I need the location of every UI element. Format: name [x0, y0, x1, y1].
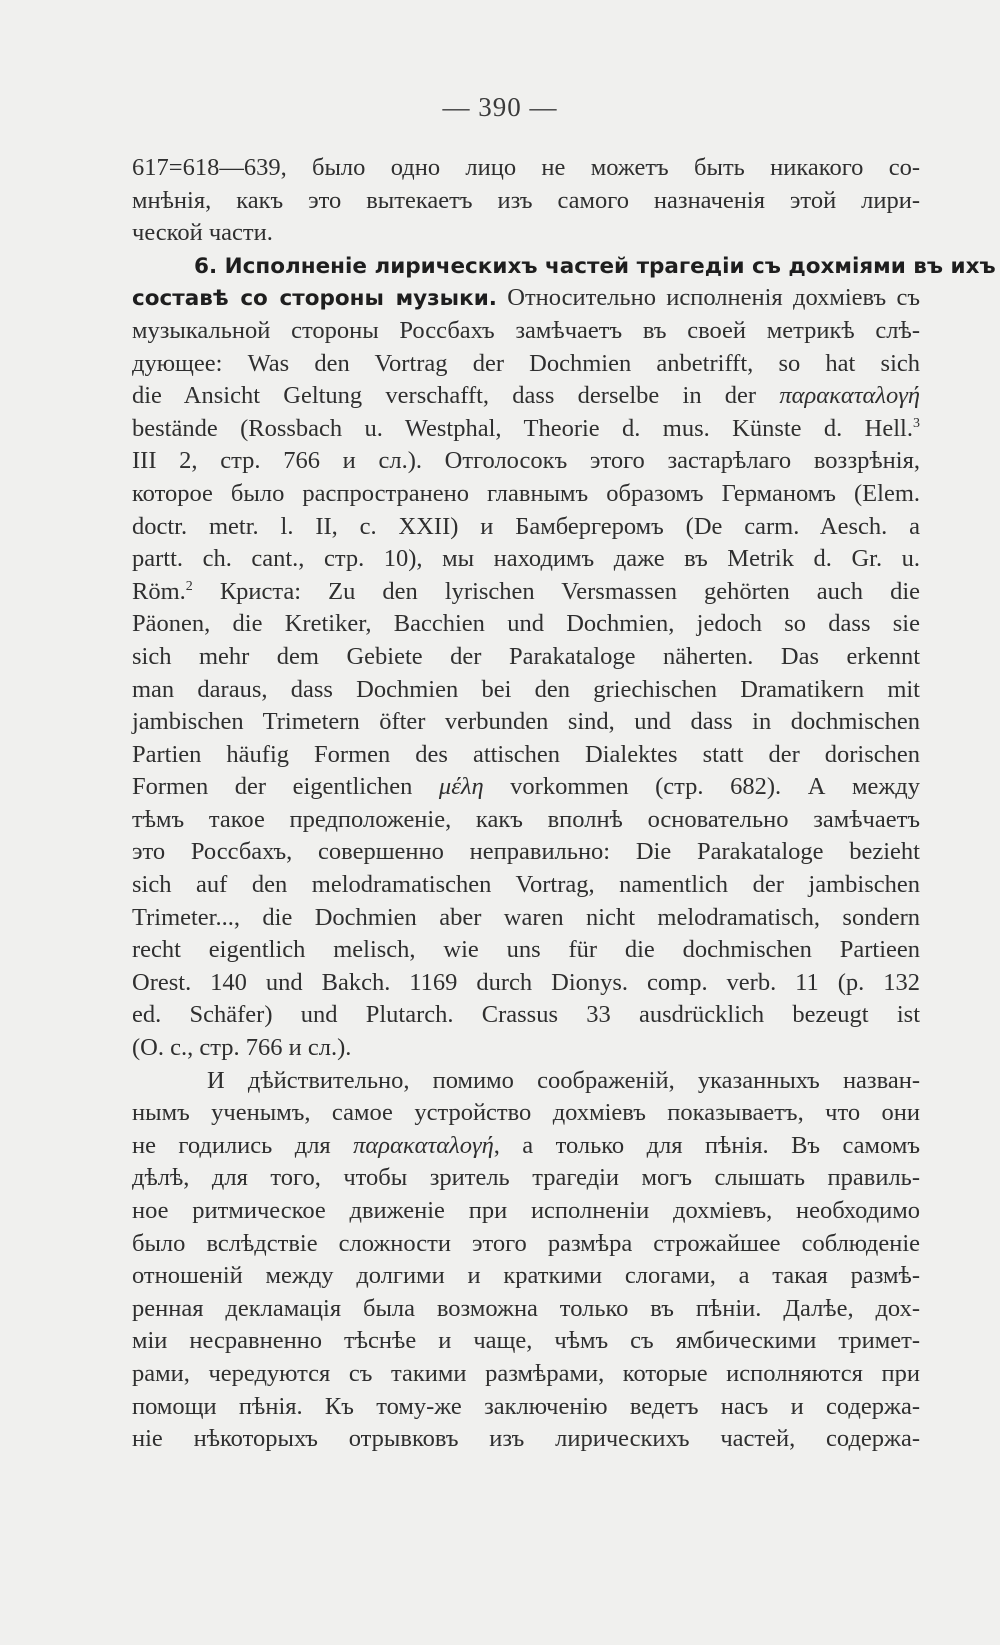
line-text: jambischen Trimetern öfter verbunden sind, und dass in dochmischen: [132, 708, 920, 736]
greek-term: παρακαταλογή: [353, 1131, 494, 1159]
section-heading-line-2: [132, 282, 920, 315]
text-line-37: [132, 1325, 920, 1358]
line-text: Относительно исполненія дохміевъ съ: [496, 284, 920, 312]
greek-term: μέλη: [438, 773, 484, 801]
line-text: (O. c., стр. 766 и сл.).: [132, 1034, 352, 1062]
line-text: дующее: Was den Vortrag der Dochmien anbetrifft, so hat sich: [132, 349, 920, 377]
text-line-36: [132, 1293, 920, 1326]
line-text: die Ansicht Geltung verschafft, dass derselbe in der: [132, 382, 780, 410]
line-text: doctr. metr. l. II, c. XXII) и Бамбергеромъ (De carm. Aesch. a: [132, 512, 920, 540]
line-text: 617=618—639, было одно лицо не можетъ быть никакого со-: [132, 154, 920, 181]
line-text: дѣлѣ, для того, чтобы зритель трагедіи могъ слышать правиль-: [132, 1164, 920, 1192]
text-line-8: [132, 380, 920, 413]
text-line-21: [132, 804, 920, 837]
text-line-26: [132, 967, 920, 1000]
text-line-3: [132, 217, 920, 250]
line-text: man daraus, dass Dochmien bei den griechischen Dramatikern mit: [132, 675, 920, 703]
text-line-40: [132, 1423, 920, 1456]
line-text: музыкальной стороны Россбахъ замѣчаетъ въ своей метрикѣ слѣ-: [132, 316, 920, 344]
line-text: ніе нѣкоторыхъ отрывковъ изъ лирическихъ частей, содержа-: [132, 1425, 920, 1453]
text-line-16: [132, 641, 920, 674]
text-line-32: [132, 1162, 920, 1195]
line-text: не годились для: [132, 1131, 354, 1159]
text-line-2: [132, 185, 920, 218]
line-text: это Россбахъ, совершенно неправильно: Die Parakataloge bezieht: [132, 838, 920, 866]
line-text: sich auf den melodramatischen Vortrag, namentlich der jambischen: [132, 871, 920, 899]
text-line-33: [132, 1195, 920, 1228]
text-line-22: [132, 836, 920, 869]
line-text: recht eigentlich melisch, wie uns für die dochmischen Partieen: [132, 936, 920, 964]
line-text: которое было распространено главнымъ образомъ Германомъ (Elem.: [132, 479, 920, 507]
text-line-17: [132, 674, 920, 707]
text-line-13: [132, 543, 920, 576]
text-line-24: [132, 902, 920, 935]
text-line-18: [132, 706, 920, 739]
line-text: рами, чередуются съ такими размѣрами, которые исполняются при: [132, 1359, 920, 1387]
text-line-31: [132, 1130, 920, 1163]
text-line-14: [132, 576, 920, 609]
text-line-12: [132, 511, 920, 544]
section-heading-line-1: [132, 250, 996, 283]
line-text: помощи пѣнія. Къ тому-же заключенію ведетъ насъ и содержа-: [132, 1392, 920, 1420]
line-text: vorkommen (стр. 682). А между: [483, 773, 920, 801]
line-text: отношеній между долгими и краткими слогами, а такая размѣ-: [132, 1262, 920, 1290]
text-line-27: [132, 999, 920, 1032]
text-line-1: [132, 152, 920, 185]
text-line-34: [132, 1228, 920, 1261]
text-line-30: [132, 1097, 920, 1130]
line-text: partt. ch. cant., стр. 10), мы находимъ даже въ Metrik d. Gr. u.: [132, 545, 920, 573]
line-text: ное ритмическое движеніе при исполненіи дохміевъ, необходимо: [132, 1197, 920, 1224]
line-text: Orest. 140 und Bakch. 1169 durch Dionys. comp. verb. 11 (p. 132: [132, 968, 920, 996]
line-text: Röm.: [132, 577, 186, 605]
line-text: , а только для пѣнія. Въ самомъ: [493, 1131, 920, 1159]
text-line-10: [132, 445, 920, 478]
body-text: [132, 152, 996, 1456]
text-line-28: [132, 1032, 920, 1065]
text-line-38: [132, 1358, 920, 1391]
line-text: было вслѣдствіе сложности этого размѣра строжайшее соблюденіе: [132, 1229, 920, 1257]
line-text: ed. Schäfer) und Plutarch. Crassus 33 ausdrücklich bezeugt ist: [132, 1001, 920, 1029]
superscript: 3: [913, 415, 920, 431]
section-heading-continued: составѣ со стороны музыки.: [132, 286, 497, 312]
superscript: 2: [185, 578, 193, 594]
line-text: мнѣнія, какъ это вытекаетъ изъ самого назначенія этой лири-: [132, 186, 920, 214]
paragraph-start-line: [132, 1065, 920, 1098]
line-text: Trimeter..., die Dochmien aber waren nicht melodramatisch, sondern: [132, 903, 920, 931]
line-text: Päonen, die Kretiker, Bacchien und Dochmien, jedoch so dass sie: [132, 610, 920, 638]
section-heading: 6. Исполненіе лирическихъ частей трагедіи съ дохміями въ ихъ: [194, 253, 996, 279]
line-text: Partien häufig Formen des attischen Dialektes statt der dorischen: [132, 740, 920, 768]
page-number: — 390 —: [442, 92, 558, 122]
text-line-19: [132, 739, 920, 772]
line-text: міи несравненно тѣснѣе и чаще, чѣмъ съ ямбическими тримет-: [132, 1327, 920, 1355]
line-text: sich mehr dem Gebiete der Parakataloge näherten. Das erkennt: [132, 642, 920, 670]
line-text: нымъ ученымъ, самое устройство дохміевъ показываетъ, что они: [132, 1099, 920, 1127]
line-text: Криста: Zu den lyrischen Versmassen gehörten auch die: [192, 577, 920, 605]
text-line-39: [132, 1391, 920, 1424]
text-line-35: [132, 1260, 920, 1293]
line-text: bestände (Rossbach u. Westphal, Theorie d. mus. Künste d. Hell.: [132, 414, 913, 442]
text-line-20: [132, 771, 920, 804]
greek-term: παρακαταλογή: [779, 382, 920, 410]
text-line-23: [132, 869, 920, 902]
text-line-25: [132, 934, 920, 967]
line-text: Formen der eigentlichen: [132, 773, 439, 801]
line-text: III 2, стр. 766 и сл.). Отголосокъ этого застарѣлаго воззрѣнія,: [132, 447, 920, 475]
text-line-11: [132, 478, 920, 511]
text-line-7: [132, 348, 920, 381]
text-line-9: [132, 413, 920, 446]
line-text: ческой части.: [132, 219, 273, 247]
line-text: ренная декламація была возможна только въ пѣніи. Далѣе, дох-: [132, 1294, 920, 1322]
line-text: тѣмъ такое предположеніе, какъ вполнѣ основательно замѣчаетъ: [132, 805, 920, 833]
text-line-6: [132, 315, 920, 348]
line-text: И дѣйствительно, помимо соображеній, указанныхъ назван-: [207, 1066, 920, 1094]
text-line-15: [132, 608, 920, 641]
